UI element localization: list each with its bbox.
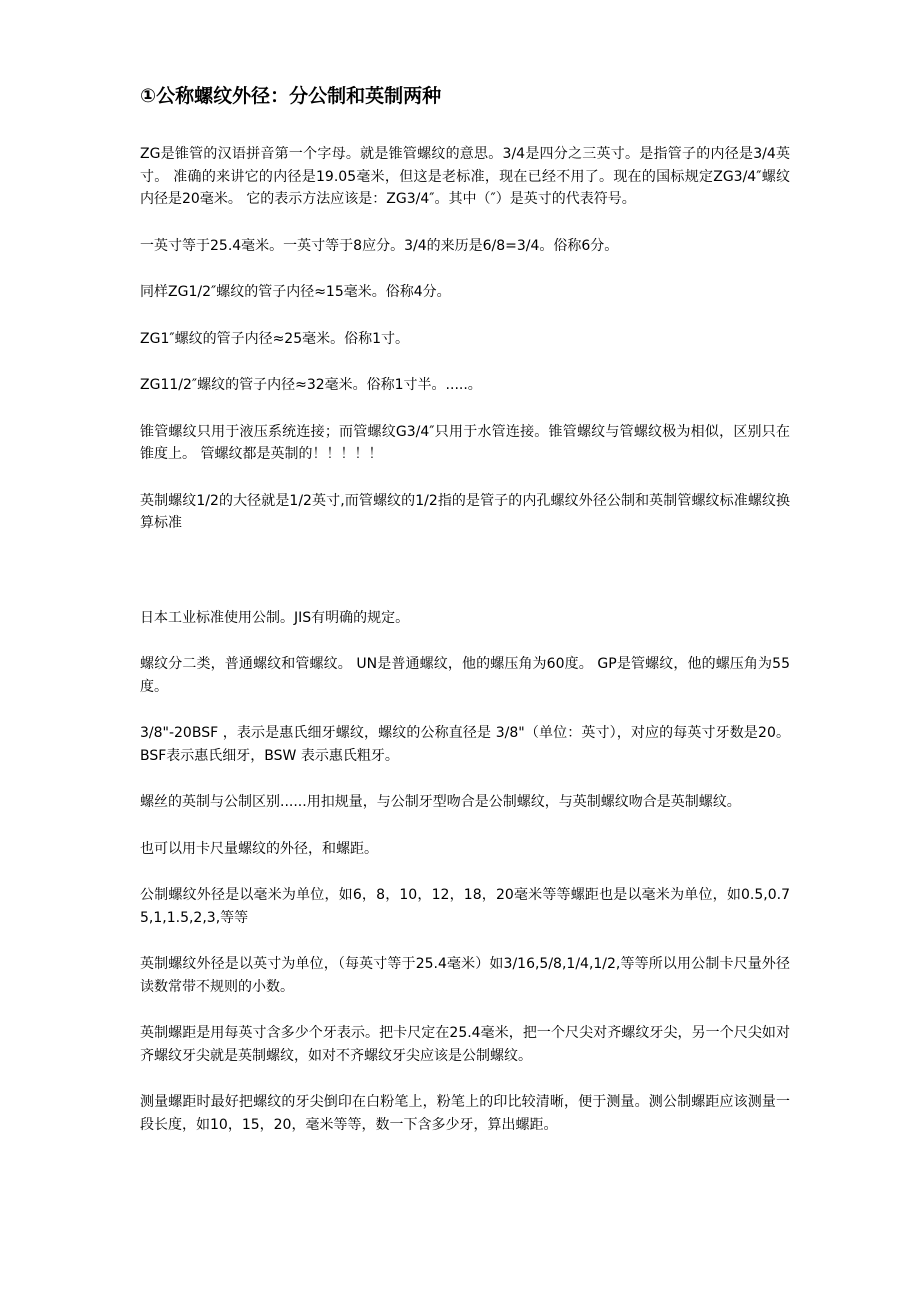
section-heading: ①公称螺纹外径：分公制和英制两种 [140, 85, 442, 107]
paragraph-zg-definition: ZG是锥管的汉语拼音第一个字母。就是锥管螺纹的意思。3/4是四分之三英寸。是指管子的内径是3/4英寸。 准确的来讲它的内径是19.05毫米，但这是老标准，现在已经不用了。现在的国标规定ZG3/4″螺纹内径是20毫米。 它的表示方法应该是：ZG3/4″。其中（″）是英寸的代表符号。 [140, 146, 790, 207]
document-page [140, 82, 790, 1160]
paragraph-zg-half: 同样ZG1/2″螺纹的管子内径≈15毫米。俗称4分。 [140, 284, 451, 300]
paragraph-imperial-pitch: 英制螺距是用每英寸含多少个牙表示。把卡尺定在25.4毫米，把一个尺尖对齐螺纹牙尖，另一个尺尖如对齐螺纹牙尖就是英制螺纹，如对不齐螺纹牙尖应该是公制螺纹。 [140, 1025, 790, 1064]
paragraph-caliper: 也可以用卡尺量螺纹的外径，和螺距。 [140, 840, 378, 857]
paragraph-gauge-difference: 螺丝的英制与公制区别......用扣规量，与公制牙型吻合是公制螺纹，与英制螺纹吻合是英制螺纹。 [140, 794, 741, 810]
paragraph-metric-diameter: 公制螺纹外径是以毫米为单位，如6，8，10，12，18，20毫米等等螺距也是以毫米为单位，如0.5,0.75,1,1.5,2,3,等等 [140, 887, 790, 926]
paragraph-jis: 日本工业标准使用公制。JIS有明确的规定。 [140, 609, 410, 626]
paragraph-imperial-half: 英制螺纹1/2的大径就是1/2英寸,而管螺纹的1/2指的是管子的内孔螺纹外径公制和英制管螺纹标准螺纹换算标准 [140, 492, 790, 531]
paragraph-imperial-diameter: 英制螺纹外径是以英寸为单位，（每英寸等于25.4毫米）如3/16,5/8,1/4,1/2,等等所以用公制卡尺量外径读数常带不规则的小数。 [140, 956, 790, 995]
paragraph-bsf: 3/8"-20BSF ，表示是惠氏细牙螺纹，螺纹的公称直径是 3/8"（单位：英寸），对应的每英寸牙数是20。BSF表示惠氏细牙，BSW 表示惠氏粗牙。 [140, 725, 790, 764]
paragraph-thread-types: 螺纹分二类，普通螺纹和管螺纹。 UN是普通螺纹，他的螺压角为60度。 GP是管螺纹，他的螺压角为55度。 [140, 656, 790, 695]
paragraph-zg-one-half: ZG11/2″螺纹的管子内径≈32毫米。俗称1寸半。.....。 [140, 377, 482, 393]
paragraph-taper-vs-pipe: 锥管螺纹只用于液压系统连接；而管螺纹G3/4″只用于水管连接。锥管螺纹与管螺纹极为相似，区别只在锥度上。 管螺纹都是英制的！！！！！ [140, 423, 790, 462]
paragraph-measure-pitch: 测量螺距时最好把螺纹的牙尖倒印在白粉笔上，粉笔上的印比较清晰，便于测量。测公制螺距应该测量一段长度，如10，15，20，毫米等等，数一下含多少牙，算出螺距。 [140, 1094, 790, 1133]
paragraph-inch-conversion: 一英寸等于25.4毫米。一英寸等于8应分。3/4的来历是6/8=3/4。俗称6分。 [140, 237, 619, 254]
paragraph-zg-one: ZG1″螺纹的管子内径≈25毫米。俗称1寸。 [140, 330, 410, 347]
section-spacer [140, 559, 790, 607]
